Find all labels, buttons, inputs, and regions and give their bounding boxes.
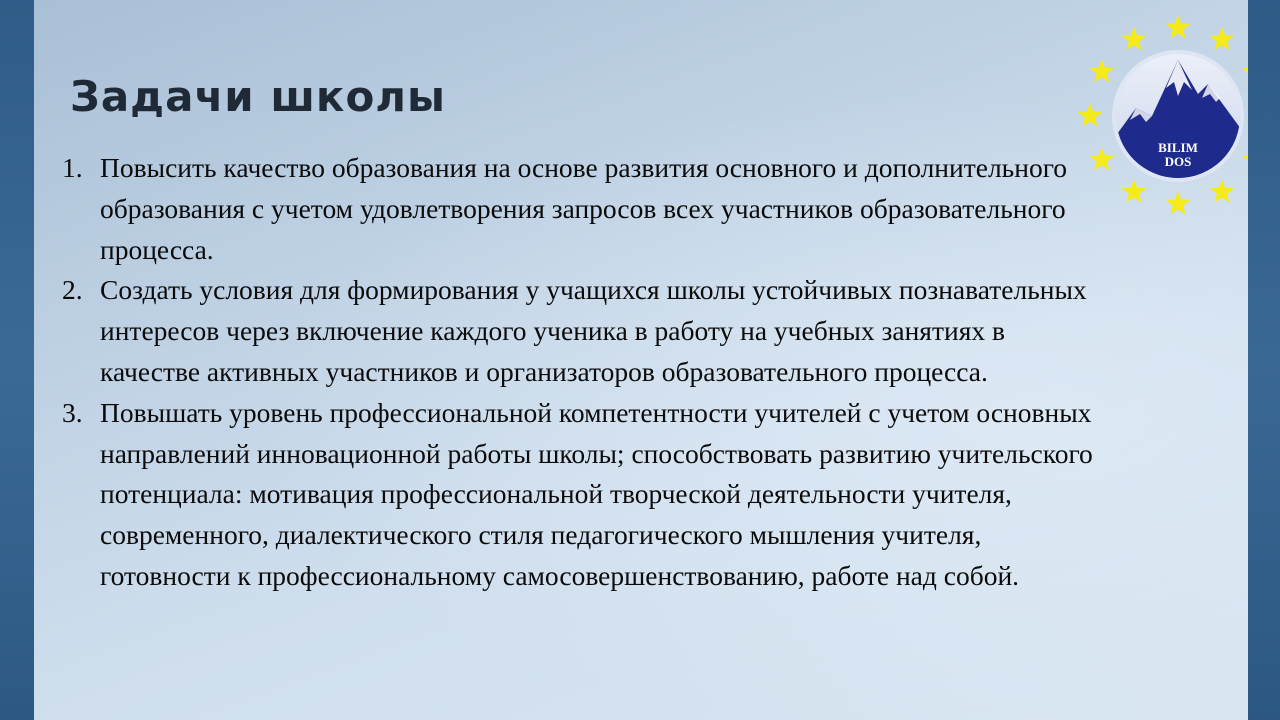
task-item [62, 270, 1102, 392]
task-text: Создать условия для формирования у учащихся школы устойчивых познавательных интересов через включение каждого ученика в работу на учебных занятиях в качестве активных участников и организаторов образовательного процесса. [100, 274, 1087, 387]
star-icon [1242, 59, 1248, 83]
task-text: Повысить качество образования на основе развития основного и дополнительного образования с учетом удовлетворения запросов всех участников образовательного процесса. [100, 152, 1068, 265]
school-logo [1074, 12, 1248, 220]
star-icon [1166, 15, 1191, 39]
right-frame-strip [1248, 0, 1280, 720]
star-icon [1122, 179, 1147, 203]
task-list [62, 148, 1102, 597]
star-icon [1089, 59, 1114, 83]
logo-text-line1: BILIM [1158, 140, 1198, 155]
star-icon [1242, 147, 1248, 171]
left-frame-strip [0, 0, 34, 720]
star-icon [1122, 27, 1147, 51]
task-item [62, 148, 1102, 270]
task-number: 3. [62, 396, 83, 428]
slide [34, 0, 1248, 720]
star-icon [1166, 191, 1191, 215]
star-icon [1078, 103, 1103, 127]
task-text: Повышать уровень профессиональной компетентности учителей с учетом основных направлений инновационной работы школы; способствовать развитию учительского потенциала: мотивация профессиональной творческой деятельности учителя, современного, диалектического стиля педагогического мышления учителя, готовности к профессиональному самосовершенствованию, работе над собой. [100, 396, 1093, 591]
task-item [62, 393, 1102, 597]
star-icon [1210, 179, 1235, 203]
mountain-logo-icon [1074, 12, 1248, 220]
logo-text-line2: DOS [1164, 154, 1192, 169]
star-icon [1210, 27, 1235, 51]
task-number: 1. [62, 152, 83, 183]
star-icon [1089, 147, 1114, 171]
task-number: 2. [62, 274, 83, 306]
slide-title: Задачи школы [70, 72, 447, 121]
